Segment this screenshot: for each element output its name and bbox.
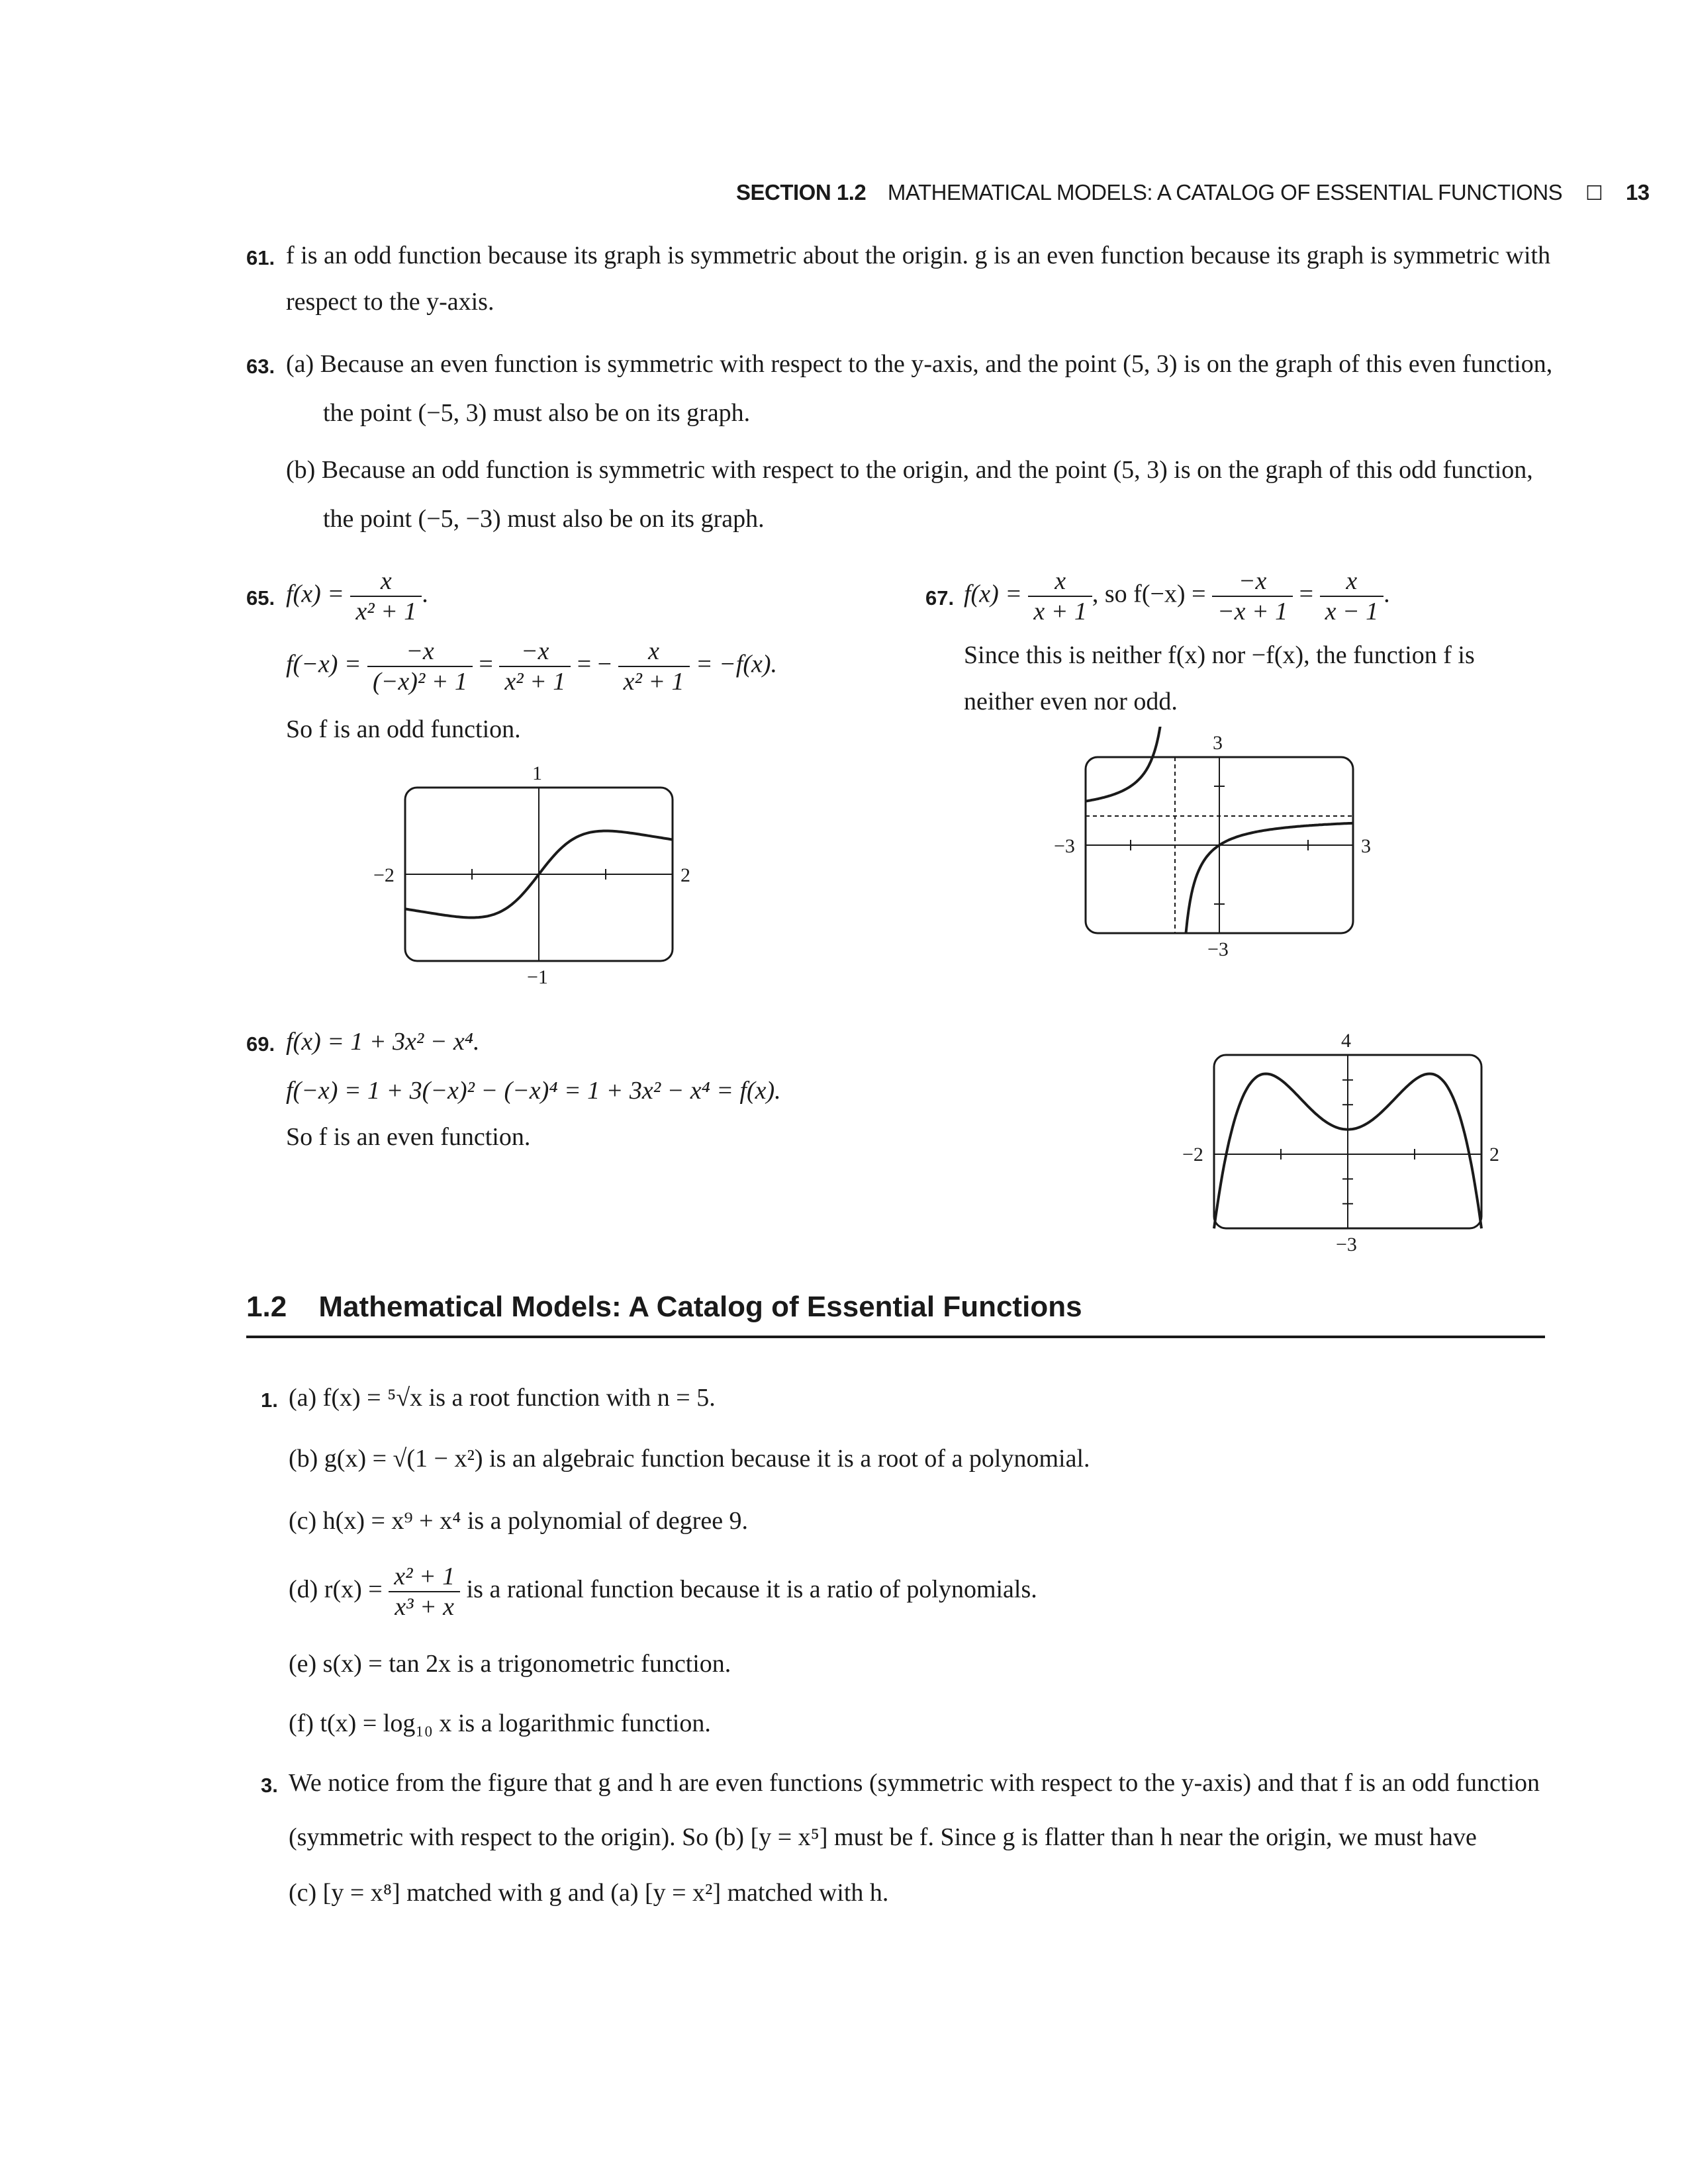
- graph-67: [1039, 727, 1397, 965]
- running-header: [736, 180, 1650, 205]
- p67-line3: neither even nor odd.: [964, 688, 1178, 715]
- ex1-part-b: (b) g(x) = √(1 − x²) is an algebraic function because it is a root of a polynomial.: [289, 1445, 1090, 1473]
- graph-69: [1172, 1019, 1516, 1264]
- g67-ymin-label: −3: [1207, 938, 1229, 960]
- section-title: Mathematical Models: A Catalog of Essential Functions: [318, 1291, 1082, 1323]
- g67-xmax-label: 3: [1361, 835, 1371, 857]
- p63-b-line2: the point (−5, −3) must also be on its graph.: [323, 505, 765, 533]
- ex3-line2: (symmetric with respect to the origin). So (b) [y = x⁵] must be f. Since g is flatter than h near the origin, we must have: [289, 1823, 1477, 1851]
- ex1-part-a: (a) f(x) = ⁵√x is a root function with n = 5.: [289, 1384, 716, 1412]
- p63-b-line1: (b) Because an odd function is symmetric with respect to the origin, and the point (5, 3) is on the graph of this odd function,: [286, 456, 1533, 484]
- ex1-part-c: (c) h(x) = x⁹ + x⁴ is a polynomial of degree 9.: [289, 1507, 749, 1535]
- p63-a-line2: the point (−5, 3) must also be on its graph.: [323, 399, 751, 427]
- ex3-line3: (c) [y = x⁸] matched with g and (a) [y = x²] matched with h.: [289, 1879, 889, 1907]
- g69-xmin-label: −2: [1182, 1144, 1203, 1165]
- p65-conclusion: So f is an odd function.: [286, 715, 521, 743]
- section-header-title: MATHEMATICAL MODELS: A CATALOG OF ESSENTIAL FUNCTIONS: [887, 180, 1563, 205]
- g65-xmax-label: 2: [680, 864, 690, 886]
- g65-ymax-label: 1: [532, 762, 542, 784]
- g69-xmax-label: 2: [1489, 1144, 1499, 1165]
- p65-definition: f(x) = $\frac{x}{\text{x² + 1}}$ .: [286, 567, 428, 625]
- problem-number-67: 67.: [925, 586, 955, 610]
- exercise-number-1: 1.: [261, 1388, 278, 1412]
- p61-line2: respect to the y-axis.: [286, 288, 494, 316]
- graph-65: [357, 754, 702, 999]
- section-rule: [246, 1336, 1545, 1338]
- problem-number-69: 69.: [246, 1032, 275, 1056]
- p67-line2: Since this is neither f(x) nor −f(x), the function f is: [964, 641, 1475, 669]
- section-heading: [246, 1291, 1082, 1324]
- p65-symmetry-check: f(−x) = $\frac{-x}{\text{(−x)² + 1}}$ = $\frac{-x}{\text{x² + 1}}$ = − $\frac{x}{\text{x² + 1}}$ = −f(x).: [286, 637, 778, 696]
- p63-a-line1: (a) Because an even function is symmetric with respect to the y-axis, and the point (5, 3) is on the graph of this even function,: [286, 350, 1553, 378]
- section-label: SECTION 1.2: [736, 180, 867, 205]
- ex1-part-e: (e) s(x) = tan 2x is a trigonometric function.: [289, 1650, 731, 1678]
- g65-xmin-label: −2: [373, 864, 395, 886]
- box-icon: ☐: [1585, 183, 1603, 205]
- g65-ymin-label: −1: [527, 966, 548, 988]
- problem-number-61: 61.: [246, 246, 275, 269]
- ex3-line1: We notice from the figure that g and h are even functions (symmetric with respect to the y-axis) and that f is an odd function: [289, 1769, 1540, 1797]
- problem-number-63: 63.: [246, 355, 275, 378]
- ex1-part-f: (f) t(x) = log₁₀ x is a logarithmic function.: [289, 1709, 711, 1737]
- problem-number-65: 65.: [246, 586, 275, 610]
- p69-line3: So f is an even function.: [286, 1123, 531, 1151]
- p69-line1: f(x) = 1 + 3x² − x⁴.: [286, 1028, 480, 1056]
- g67-ymax-label: 3: [1213, 732, 1223, 754]
- p67-definition: f(x) = $\frac{x}{x + 1}$ , so f(−x) = $\frac{-x}{-x + 1}$ = $\frac{x}{x - 1}$ .: [964, 567, 1390, 625]
- g67-xmin-label: −3: [1054, 835, 1075, 857]
- g69-ymin-label: −3: [1336, 1234, 1357, 1255]
- ex1-part-d: (d) r(x) = $\frac{\text{x² + 1}}{\text{x³ + x}}$ is a rational function because it is a ratio of polynomials.: [289, 1563, 1037, 1621]
- p69-line2: f(−x) = 1 + 3(−x)² − (−x)⁴ = 1 + 3x² − x⁴ = f(x).: [286, 1077, 781, 1105]
- g69-ymax-label: 4: [1341, 1030, 1351, 1052]
- section-number: 1.2: [246, 1291, 287, 1323]
- exercise-number-3: 3.: [261, 1774, 278, 1797]
- page-number: 13: [1625, 180, 1650, 205]
- p61-line1: f is an odd function because its graph is symmetric about the origin. g is an even function because its graph is symmetric with: [286, 242, 1551, 269]
